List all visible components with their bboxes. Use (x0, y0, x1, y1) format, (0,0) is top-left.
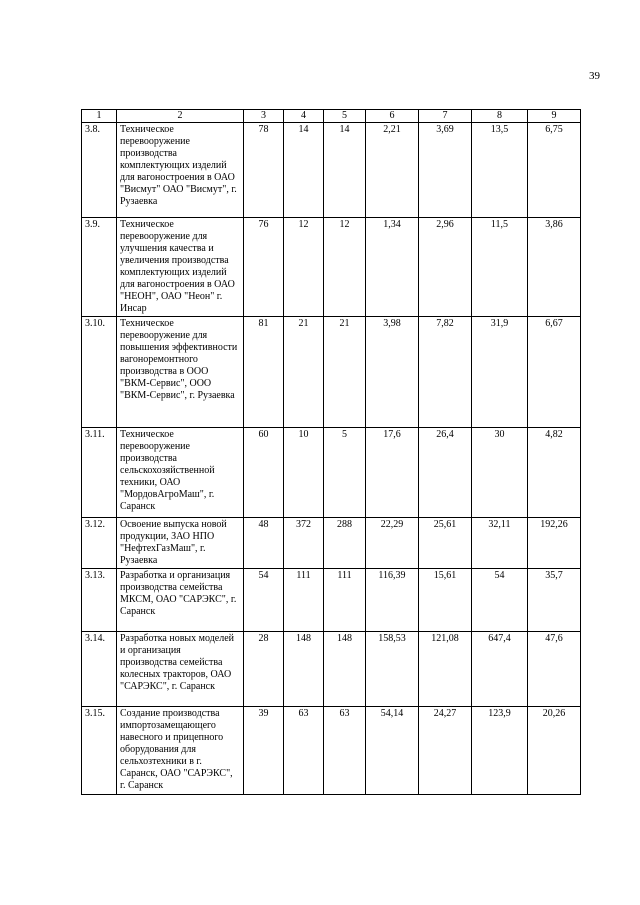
table-row (82, 569, 581, 632)
table-row (82, 123, 581, 218)
cell-value: 10 (284, 428, 324, 518)
header-cell: 1 (82, 110, 117, 123)
cell-value: 31,9 (472, 317, 528, 428)
cell-value: 5 (324, 428, 366, 518)
cell-value: 20,26 (528, 707, 581, 795)
cell-value: 54,14 (366, 707, 419, 795)
cell-value: 39 (244, 707, 284, 795)
cell-value: 32,11 (472, 518, 528, 569)
cell-value: 111 (284, 569, 324, 632)
row-number: 3.8. (82, 123, 117, 218)
header-cell: 8 (472, 110, 528, 123)
cell-value: 3,86 (528, 218, 581, 317)
cell-value: 3,98 (366, 317, 419, 428)
cell-value: 647,4 (472, 632, 528, 707)
cell-value: 63 (324, 707, 366, 795)
cell-value: 26,4 (419, 428, 472, 518)
cell-value: 15,61 (419, 569, 472, 632)
cell-value: 22,29 (366, 518, 419, 569)
cell-value: 288 (324, 518, 366, 569)
project-name: Разработка и организация производства семейства МКСМ, ОАО "САРЭКС", г. Саранск (117, 569, 244, 632)
cell-value: 21 (284, 317, 324, 428)
row-number: 3.12. (82, 518, 117, 569)
row-number: 3.15. (82, 707, 117, 795)
row-number: 3.13. (82, 569, 117, 632)
cell-value: 47,6 (528, 632, 581, 707)
data-table (81, 109, 581, 795)
table-row (82, 428, 581, 518)
cell-value: 12 (324, 218, 366, 317)
project-name: Техническое перевооружение для повышения эффективности вагоноремонтного производства в ООО "ВКМ-Сервис", ООО "ВКМ-Сервис", г. Рузаевка (117, 317, 244, 428)
cell-value: 35,7 (528, 569, 581, 632)
header-cell: 2 (117, 110, 244, 123)
header-cell: 3 (244, 110, 284, 123)
cell-value: 48 (244, 518, 284, 569)
header-cell: 6 (366, 110, 419, 123)
cell-value: 6,75 (528, 123, 581, 218)
cell-value: 111 (324, 569, 366, 632)
cell-value: 121,08 (419, 632, 472, 707)
cell-value: 6,67 (528, 317, 581, 428)
cell-value: 1,34 (366, 218, 419, 317)
cell-value: 28 (244, 632, 284, 707)
cell-value: 63 (284, 707, 324, 795)
table-row (82, 317, 581, 428)
row-number: 3.11. (82, 428, 117, 518)
project-name: Техническое перевооружение производства сельскохозяйственной техники, ОАО "МордовАгроМаш", г. Саранск (117, 428, 244, 518)
cell-value: 123,9 (472, 707, 528, 795)
cell-value: 13,5 (472, 123, 528, 218)
table-row (82, 518, 581, 569)
cell-value: 372 (284, 518, 324, 569)
cell-value: 81 (244, 317, 284, 428)
row-number: 3.14. (82, 632, 117, 707)
cell-value: 24,27 (419, 707, 472, 795)
page-number: 39 (589, 70, 600, 82)
cell-value: 78 (244, 123, 284, 218)
row-number: 3.10. (82, 317, 117, 428)
cell-value: 54 (244, 569, 284, 632)
header-cell: 4 (284, 110, 324, 123)
header-cell: 5 (324, 110, 366, 123)
header-cell: 9 (528, 110, 581, 123)
cell-value: 3,69 (419, 123, 472, 218)
cell-value: 11,5 (472, 218, 528, 317)
project-name: Техническое перевооружение для улучшения качества и увеличения производства комплектующих изделий для вагоностроения в ОАО "НЕОН", ОАО "Неон" г. Инсар (117, 218, 244, 317)
cell-value: 4,82 (528, 428, 581, 518)
cell-value: 17,6 (366, 428, 419, 518)
cell-value: 14 (324, 123, 366, 218)
table-row (82, 218, 581, 317)
cell-value: 158,53 (366, 632, 419, 707)
cell-value: 30 (472, 428, 528, 518)
cell-value: 12 (284, 218, 324, 317)
cell-value: 148 (284, 632, 324, 707)
cell-value: 2,21 (366, 123, 419, 218)
cell-value: 21 (324, 317, 366, 428)
project-name: Создание производства импортозамещающего навесного и прицепного оборудования для сельхозтехники в г. Саранск, ОАО "САРЭКС", г. Саранск (117, 707, 244, 795)
cell-value: 192,26 (528, 518, 581, 569)
project-name: Освоение выпуска новой продукции, ЗАО НПО "НефтехГазМаш", г. Рузаевка (117, 518, 244, 569)
cell-value: 54 (472, 569, 528, 632)
cell-value: 14 (284, 123, 324, 218)
cell-value: 76 (244, 218, 284, 317)
cell-value: 116,39 (366, 569, 419, 632)
table-row (82, 632, 581, 707)
header-row (82, 110, 581, 123)
table-row (82, 707, 581, 795)
project-name: Техническое перевооружение производства комплектующих изделий для вагоностроения в ОАО "Висмут" ОАО "Висмут", г. Рузаевка (117, 123, 244, 218)
row-number: 3.9. (82, 218, 117, 317)
project-name: Разработка новых моделей и организация производства семейства колесных тракторов, ОАО "САРЭКС", г. Саранск (117, 632, 244, 707)
cell-value: 148 (324, 632, 366, 707)
cell-value: 60 (244, 428, 284, 518)
cell-value: 2,96 (419, 218, 472, 317)
cell-value: 25,61 (419, 518, 472, 569)
cell-value: 7,82 (419, 317, 472, 428)
header-cell: 7 (419, 110, 472, 123)
